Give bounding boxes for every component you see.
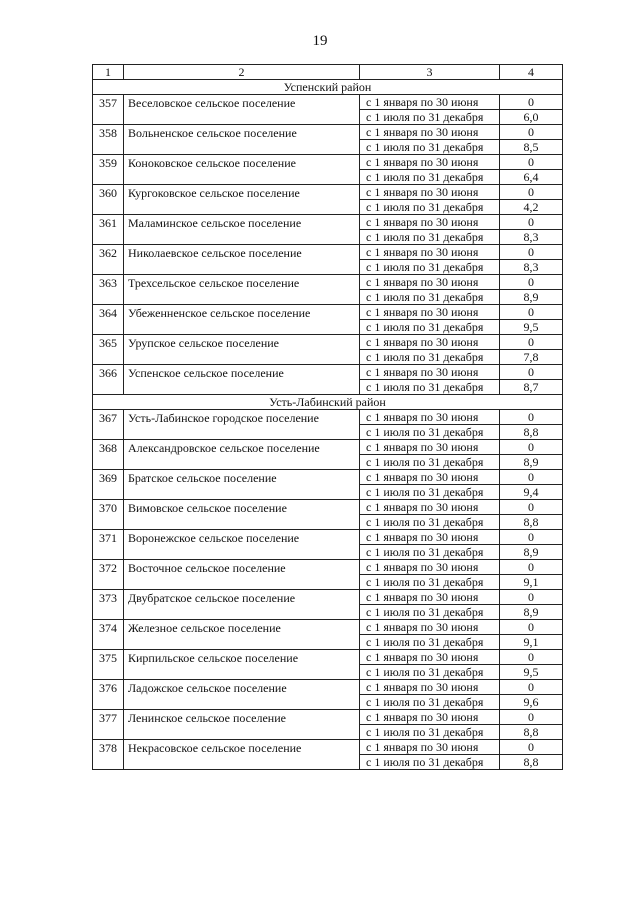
table-row bbox=[93, 275, 563, 290]
table-row bbox=[93, 560, 563, 575]
row-number: 378 bbox=[93, 740, 124, 770]
value-first-half: 0 bbox=[500, 740, 563, 755]
value-first-half: 0 bbox=[500, 650, 563, 665]
table-row bbox=[93, 740, 563, 755]
period-second-half: с 1 июля по 31 декабря bbox=[360, 380, 500, 395]
period-first-half: с 1 января по 30 июня bbox=[360, 590, 500, 605]
period-first-half: с 1 января по 30 июня bbox=[360, 335, 500, 350]
table-row bbox=[93, 125, 563, 140]
table-row bbox=[93, 215, 563, 230]
value-second-half: 8,7 bbox=[500, 380, 563, 395]
value-first-half: 0 bbox=[500, 500, 563, 515]
row-number: 377 bbox=[93, 710, 124, 740]
row-number: 365 bbox=[93, 335, 124, 365]
row-number: 366 bbox=[93, 365, 124, 395]
period-second-half: с 1 июля по 31 декабря bbox=[360, 605, 500, 620]
period-second-half: с 1 июля по 31 декабря bbox=[360, 515, 500, 530]
settlement-name: Маламинское сельское поселение bbox=[124, 215, 360, 245]
value-second-half: 9,4 bbox=[500, 485, 563, 500]
value-first-half: 0 bbox=[500, 620, 563, 635]
value-first-half: 0 bbox=[500, 215, 563, 230]
value-first-half: 0 bbox=[500, 410, 563, 425]
value-first-half: 0 bbox=[500, 305, 563, 320]
value-second-half: 9,6 bbox=[500, 695, 563, 710]
table-row bbox=[93, 590, 563, 605]
value-second-half: 9,1 bbox=[500, 575, 563, 590]
period-first-half: с 1 января по 30 июня bbox=[360, 500, 500, 515]
row-number: 364 bbox=[93, 305, 124, 335]
settlement-name: Восточное сельское поселение bbox=[124, 560, 360, 590]
table-body bbox=[93, 80, 563, 770]
table-row bbox=[93, 710, 563, 725]
period-second-half: с 1 июля по 31 декабря bbox=[360, 350, 500, 365]
value-first-half: 0 bbox=[500, 125, 563, 140]
table-row bbox=[93, 500, 563, 515]
period-first-half: с 1 января по 30 июня bbox=[360, 740, 500, 755]
settlement-name: Николаевское сельское поселение bbox=[124, 245, 360, 275]
settlement-name: Трехсельское сельское поселение bbox=[124, 275, 360, 305]
row-number: 359 bbox=[93, 155, 124, 185]
page-number: 19 bbox=[312, 33, 328, 49]
settlement-name: Усть-Лабинское городское поселение bbox=[124, 410, 360, 440]
row-number: 369 bbox=[93, 470, 124, 500]
settlement-name: Урупское сельское поселение bbox=[124, 335, 360, 365]
settlement-name: Ленинское сельское поселение bbox=[124, 710, 360, 740]
period-second-half: с 1 июля по 31 декабря bbox=[360, 665, 500, 680]
settlement-name: Кургоковское сельское поселение bbox=[124, 185, 360, 215]
column-number-row bbox=[93, 65, 563, 80]
table-row bbox=[93, 335, 563, 350]
value-first-half: 0 bbox=[500, 560, 563, 575]
settlement-name: Александровское сельское поселение bbox=[124, 440, 360, 470]
column-header: 3 bbox=[360, 65, 500, 80]
settlement-name: Братское сельское поселение bbox=[124, 470, 360, 500]
value-first-half: 0 bbox=[500, 680, 563, 695]
table-row bbox=[93, 440, 563, 455]
value-second-half: 8,8 bbox=[500, 515, 563, 530]
value-first-half: 0 bbox=[500, 365, 563, 380]
district-name: Усть-Лабинский район bbox=[93, 395, 563, 410]
settlement-name: Успенское сельское поселение bbox=[124, 365, 360, 395]
period-second-half: с 1 июля по 31 декабря bbox=[360, 575, 500, 590]
value-second-half: 8,3 bbox=[500, 260, 563, 275]
table-row bbox=[93, 155, 563, 170]
period-second-half: с 1 июля по 31 декабря bbox=[360, 290, 500, 305]
value-first-half: 0 bbox=[500, 335, 563, 350]
period-second-half: с 1 июля по 31 декабря bbox=[360, 140, 500, 155]
value-second-half: 8,8 bbox=[500, 425, 563, 440]
row-number: 360 bbox=[93, 185, 124, 215]
value-first-half: 0 bbox=[500, 440, 563, 455]
period-first-half: с 1 января по 30 июня bbox=[360, 155, 500, 170]
value-second-half: 4,2 bbox=[500, 200, 563, 215]
value-second-half: 8,8 bbox=[500, 755, 563, 770]
table-row bbox=[93, 620, 563, 635]
period-second-half: с 1 июля по 31 декабря bbox=[360, 320, 500, 335]
table-row bbox=[93, 95, 563, 110]
settlement-name: Некрасовское сельское поселение bbox=[124, 740, 360, 770]
table-row bbox=[93, 305, 563, 320]
value-second-half: 9,5 bbox=[500, 320, 563, 335]
period-first-half: с 1 января по 30 июня bbox=[360, 365, 500, 380]
table-row bbox=[93, 185, 563, 200]
table-row bbox=[93, 680, 563, 695]
period-first-half: с 1 января по 30 июня bbox=[360, 125, 500, 140]
column-header: 2 bbox=[124, 65, 360, 80]
period-second-half: с 1 июля по 31 декабря bbox=[360, 425, 500, 440]
settlement-name: Веселовское сельское поселение bbox=[124, 95, 360, 125]
value-second-half: 8,3 bbox=[500, 230, 563, 245]
period-first-half: с 1 января по 30 июня bbox=[360, 440, 500, 455]
value-first-half: 0 bbox=[500, 155, 563, 170]
row-number: 374 bbox=[93, 620, 124, 650]
period-first-half: с 1 января по 30 июня bbox=[360, 185, 500, 200]
table-row bbox=[93, 410, 563, 425]
period-second-half: с 1 июля по 31 декабря bbox=[360, 545, 500, 560]
row-number: 375 bbox=[93, 650, 124, 680]
settlement-name: Убеженненское сельское поселение bbox=[124, 305, 360, 335]
row-number: 376 bbox=[93, 680, 124, 710]
value-second-half: 6,0 bbox=[500, 110, 563, 125]
row-number: 368 bbox=[93, 440, 124, 470]
value-first-half: 0 bbox=[500, 275, 563, 290]
value-second-half: 8,9 bbox=[500, 605, 563, 620]
row-number: 371 bbox=[93, 530, 124, 560]
settlements-table bbox=[92, 64, 563, 770]
row-number: 361 bbox=[93, 215, 124, 245]
period-first-half: с 1 января по 30 июня bbox=[360, 620, 500, 635]
period-first-half: с 1 января по 30 июня bbox=[360, 680, 500, 695]
value-first-half: 0 bbox=[500, 710, 563, 725]
value-second-half: 8,9 bbox=[500, 455, 563, 470]
period-second-half: с 1 июля по 31 декабря bbox=[360, 755, 500, 770]
value-second-half: 8,5 bbox=[500, 140, 563, 155]
row-number: 362 bbox=[93, 245, 124, 275]
value-first-half: 0 bbox=[500, 185, 563, 200]
period-second-half: с 1 июля по 31 декабря bbox=[360, 200, 500, 215]
value-second-half: 6,4 bbox=[500, 170, 563, 185]
period-first-half: с 1 января по 30 июня bbox=[360, 95, 500, 110]
period-first-half: с 1 января по 30 июня bbox=[360, 215, 500, 230]
settlement-name: Ладожское сельское поселение bbox=[124, 680, 360, 710]
period-first-half: с 1 января по 30 июня bbox=[360, 245, 500, 260]
value-second-half: 7,8 bbox=[500, 350, 563, 365]
settlement-name: Двубратское сельское поселение bbox=[124, 590, 360, 620]
table-row bbox=[93, 530, 563, 545]
settlement-name: Железное сельское поселение bbox=[124, 620, 360, 650]
table-row bbox=[93, 365, 563, 380]
district-row bbox=[93, 80, 563, 95]
period-first-half: с 1 января по 30 июня bbox=[360, 275, 500, 290]
value-second-half: 8,8 bbox=[500, 725, 563, 740]
period-first-half: с 1 января по 30 июня bbox=[360, 650, 500, 665]
row-number: 372 bbox=[93, 560, 124, 590]
period-second-half: с 1 июля по 31 декабря bbox=[360, 170, 500, 185]
period-second-half: с 1 июля по 31 декабря bbox=[360, 260, 500, 275]
period-first-half: с 1 января по 30 июня bbox=[360, 470, 500, 485]
value-first-half: 0 bbox=[500, 470, 563, 485]
table-row bbox=[93, 650, 563, 665]
settlement-name: Коноковское сельское поселение bbox=[124, 155, 360, 185]
value-first-half: 0 bbox=[500, 590, 563, 605]
period-second-half: с 1 июля по 31 декабря bbox=[360, 695, 500, 710]
column-header: 1 bbox=[93, 65, 124, 80]
settlement-name: Вимовское сельское поселение bbox=[124, 500, 360, 530]
period-second-half: с 1 июля по 31 декабря bbox=[360, 230, 500, 245]
row-number: 373 bbox=[93, 590, 124, 620]
value-first-half: 0 bbox=[500, 530, 563, 545]
district-row bbox=[93, 395, 563, 410]
value-first-half: 0 bbox=[500, 245, 563, 260]
table-row bbox=[93, 245, 563, 260]
settlement-name: Кирпильское сельское поселение bbox=[124, 650, 360, 680]
row-number: 367 bbox=[93, 410, 124, 440]
row-number: 363 bbox=[93, 275, 124, 305]
period-second-half: с 1 июля по 31 декабря bbox=[360, 725, 500, 740]
value-second-half: 9,1 bbox=[500, 635, 563, 650]
district-name: Успенский район bbox=[93, 80, 563, 95]
period-first-half: с 1 января по 30 июня bbox=[360, 305, 500, 320]
settlement-name: Воронежское сельское поселение bbox=[124, 530, 360, 560]
value-first-half: 0 bbox=[500, 95, 563, 110]
column-header: 4 bbox=[500, 65, 563, 80]
period-first-half: с 1 января по 30 июня bbox=[360, 530, 500, 545]
period-first-half: с 1 января по 30 июня bbox=[360, 710, 500, 725]
value-second-half: 8,9 bbox=[500, 290, 563, 305]
period-first-half: с 1 января по 30 июня bbox=[360, 410, 500, 425]
value-second-half: 9,5 bbox=[500, 665, 563, 680]
table-row bbox=[93, 470, 563, 485]
period-second-half: с 1 июля по 31 декабря bbox=[360, 455, 500, 470]
period-first-half: с 1 января по 30 июня bbox=[360, 560, 500, 575]
row-number: 358 bbox=[93, 125, 124, 155]
period-second-half: с 1 июля по 31 декабря bbox=[360, 485, 500, 500]
row-number: 370 bbox=[93, 500, 124, 530]
period-second-half: с 1 июля по 31 декабря bbox=[360, 635, 500, 650]
period-second-half: с 1 июля по 31 декабря bbox=[360, 110, 500, 125]
row-number: 357 bbox=[93, 95, 124, 125]
value-second-half: 8,9 bbox=[500, 545, 563, 560]
settlement-name: Вольненское сельское поселение bbox=[124, 125, 360, 155]
